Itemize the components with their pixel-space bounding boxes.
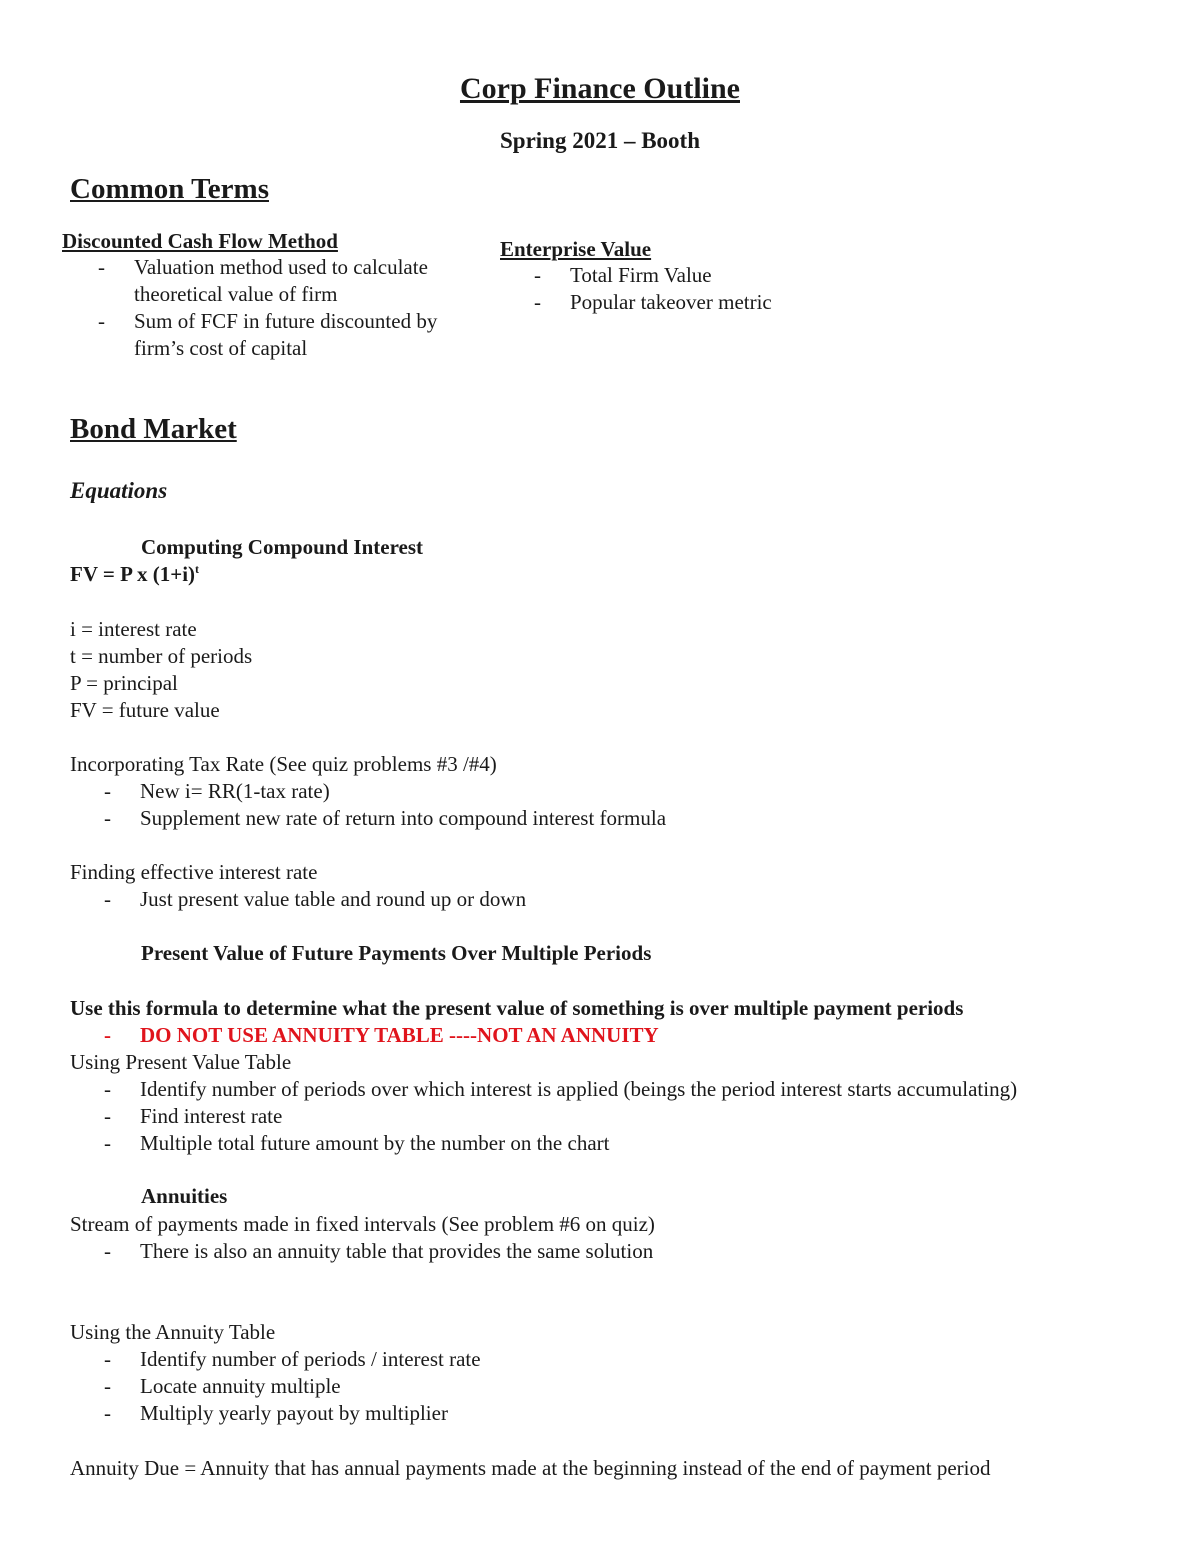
definition-line: FV = future value bbox=[70, 698, 220, 722]
compound-interest-heading: Computing Compound Interest bbox=[141, 535, 423, 559]
annuities-heading: Annuities bbox=[141, 1184, 228, 1208]
dcf-list bbox=[98, 254, 468, 362]
list-item: - Total Firm Value bbox=[534, 262, 860, 289]
bond-market-heading: Bond Market bbox=[70, 413, 237, 445]
list-item: - Identify number of periods / interest rate bbox=[104, 1346, 1150, 1373]
list-item: - Supplement new rate of return into compound interest formula bbox=[104, 805, 666, 832]
list-item: - Find interest rate bbox=[104, 1103, 1150, 1130]
ev-heading: Enterprise Value bbox=[500, 237, 652, 261]
document-title: Corp Finance Outline bbox=[459, 72, 740, 105]
list-item: - Multiple total future amount by the number on the chart bbox=[104, 1130, 1150, 1157]
common-terms-heading: Common Terms bbox=[70, 173, 269, 205]
list-item: - Just present value table and round up or down bbox=[104, 886, 526, 913]
tax-rate-heading: Incorporating Tax Rate (See quiz problems #3 /#4) bbox=[70, 752, 497, 776]
list-item: - Valuation method used to calculate theoretical value of firm bbox=[98, 254, 468, 308]
definition-line: i = interest rate bbox=[70, 617, 197, 641]
list-item: - Locate annuity multiple bbox=[104, 1373, 1150, 1400]
annuity-warning: - DO NOT USE ANNUITY TABLE ----NOT AN ANNUITY bbox=[104, 1022, 1150, 1049]
effective-rate-section bbox=[70, 859, 526, 913]
effective-rate-heading: Finding effective interest rate bbox=[70, 860, 318, 884]
document-subtitle: Spring 2021 – Booth bbox=[499, 128, 700, 153]
dcf-section bbox=[62, 229, 482, 362]
annuities-description: Stream of payments made in fixed intervals (See problem #6 on quiz) bbox=[70, 1212, 655, 1236]
annuity-table-heading: Using the Annuity Table bbox=[70, 1320, 276, 1344]
pv-warning-list bbox=[104, 1022, 1150, 1049]
pv-table-heading: Using Present Value Table bbox=[70, 1050, 292, 1074]
dcf-heading: Discounted Cash Flow Method bbox=[62, 229, 338, 253]
list-item: - Popular takeover metric bbox=[534, 289, 860, 316]
tax-rate-list bbox=[104, 778, 666, 832]
pv-table-list bbox=[104, 1076, 1150, 1157]
annuities-list bbox=[104, 1238, 1150, 1265]
annuity-table-list bbox=[104, 1346, 1150, 1427]
tax-rate-section bbox=[70, 751, 666, 832]
pv-instruction: Use this formula to determine what the present value of something is over multiple payment periods bbox=[70, 996, 964, 1020]
list-item: - There is also an annuity table that provides the same solution bbox=[104, 1238, 1150, 1265]
annuity-due-definition: Annuity Due = Annuity that has annual payments made at the beginning instead of the end of payment period bbox=[70, 1456, 991, 1480]
list-item: - Identify number of periods over which interest is applied (beings the period interest starts accumulating) bbox=[104, 1076, 1150, 1103]
pv-multi-heading: Present Value of Future Payments Over Multiple Periods bbox=[141, 941, 652, 965]
formula-exponent: t bbox=[195, 562, 200, 576]
annuities-section bbox=[70, 1211, 1150, 1265]
definition-line: P = principal bbox=[70, 671, 178, 695]
list-item: - Sum of FCF in future discounted by firm’s cost of capital bbox=[98, 308, 468, 362]
list-item: - Multiply yearly payout by multiplier bbox=[104, 1400, 1150, 1427]
annuity-table-section bbox=[70, 1319, 1150, 1427]
ev-section bbox=[500, 237, 860, 316]
effective-rate-list bbox=[104, 886, 526, 913]
list-item: - New i= RR(1-tax rate) bbox=[104, 778, 666, 805]
formula-text: FV = P x (1+i) bbox=[70, 562, 196, 586]
equations-heading: Equations bbox=[70, 478, 168, 503]
definition-line: t = number of periods bbox=[70, 644, 253, 668]
compound-formula bbox=[70, 562, 199, 587]
variable-definitions bbox=[70, 616, 252, 724]
pv-multi-section bbox=[70, 995, 1150, 1157]
ev-list bbox=[534, 262, 860, 316]
